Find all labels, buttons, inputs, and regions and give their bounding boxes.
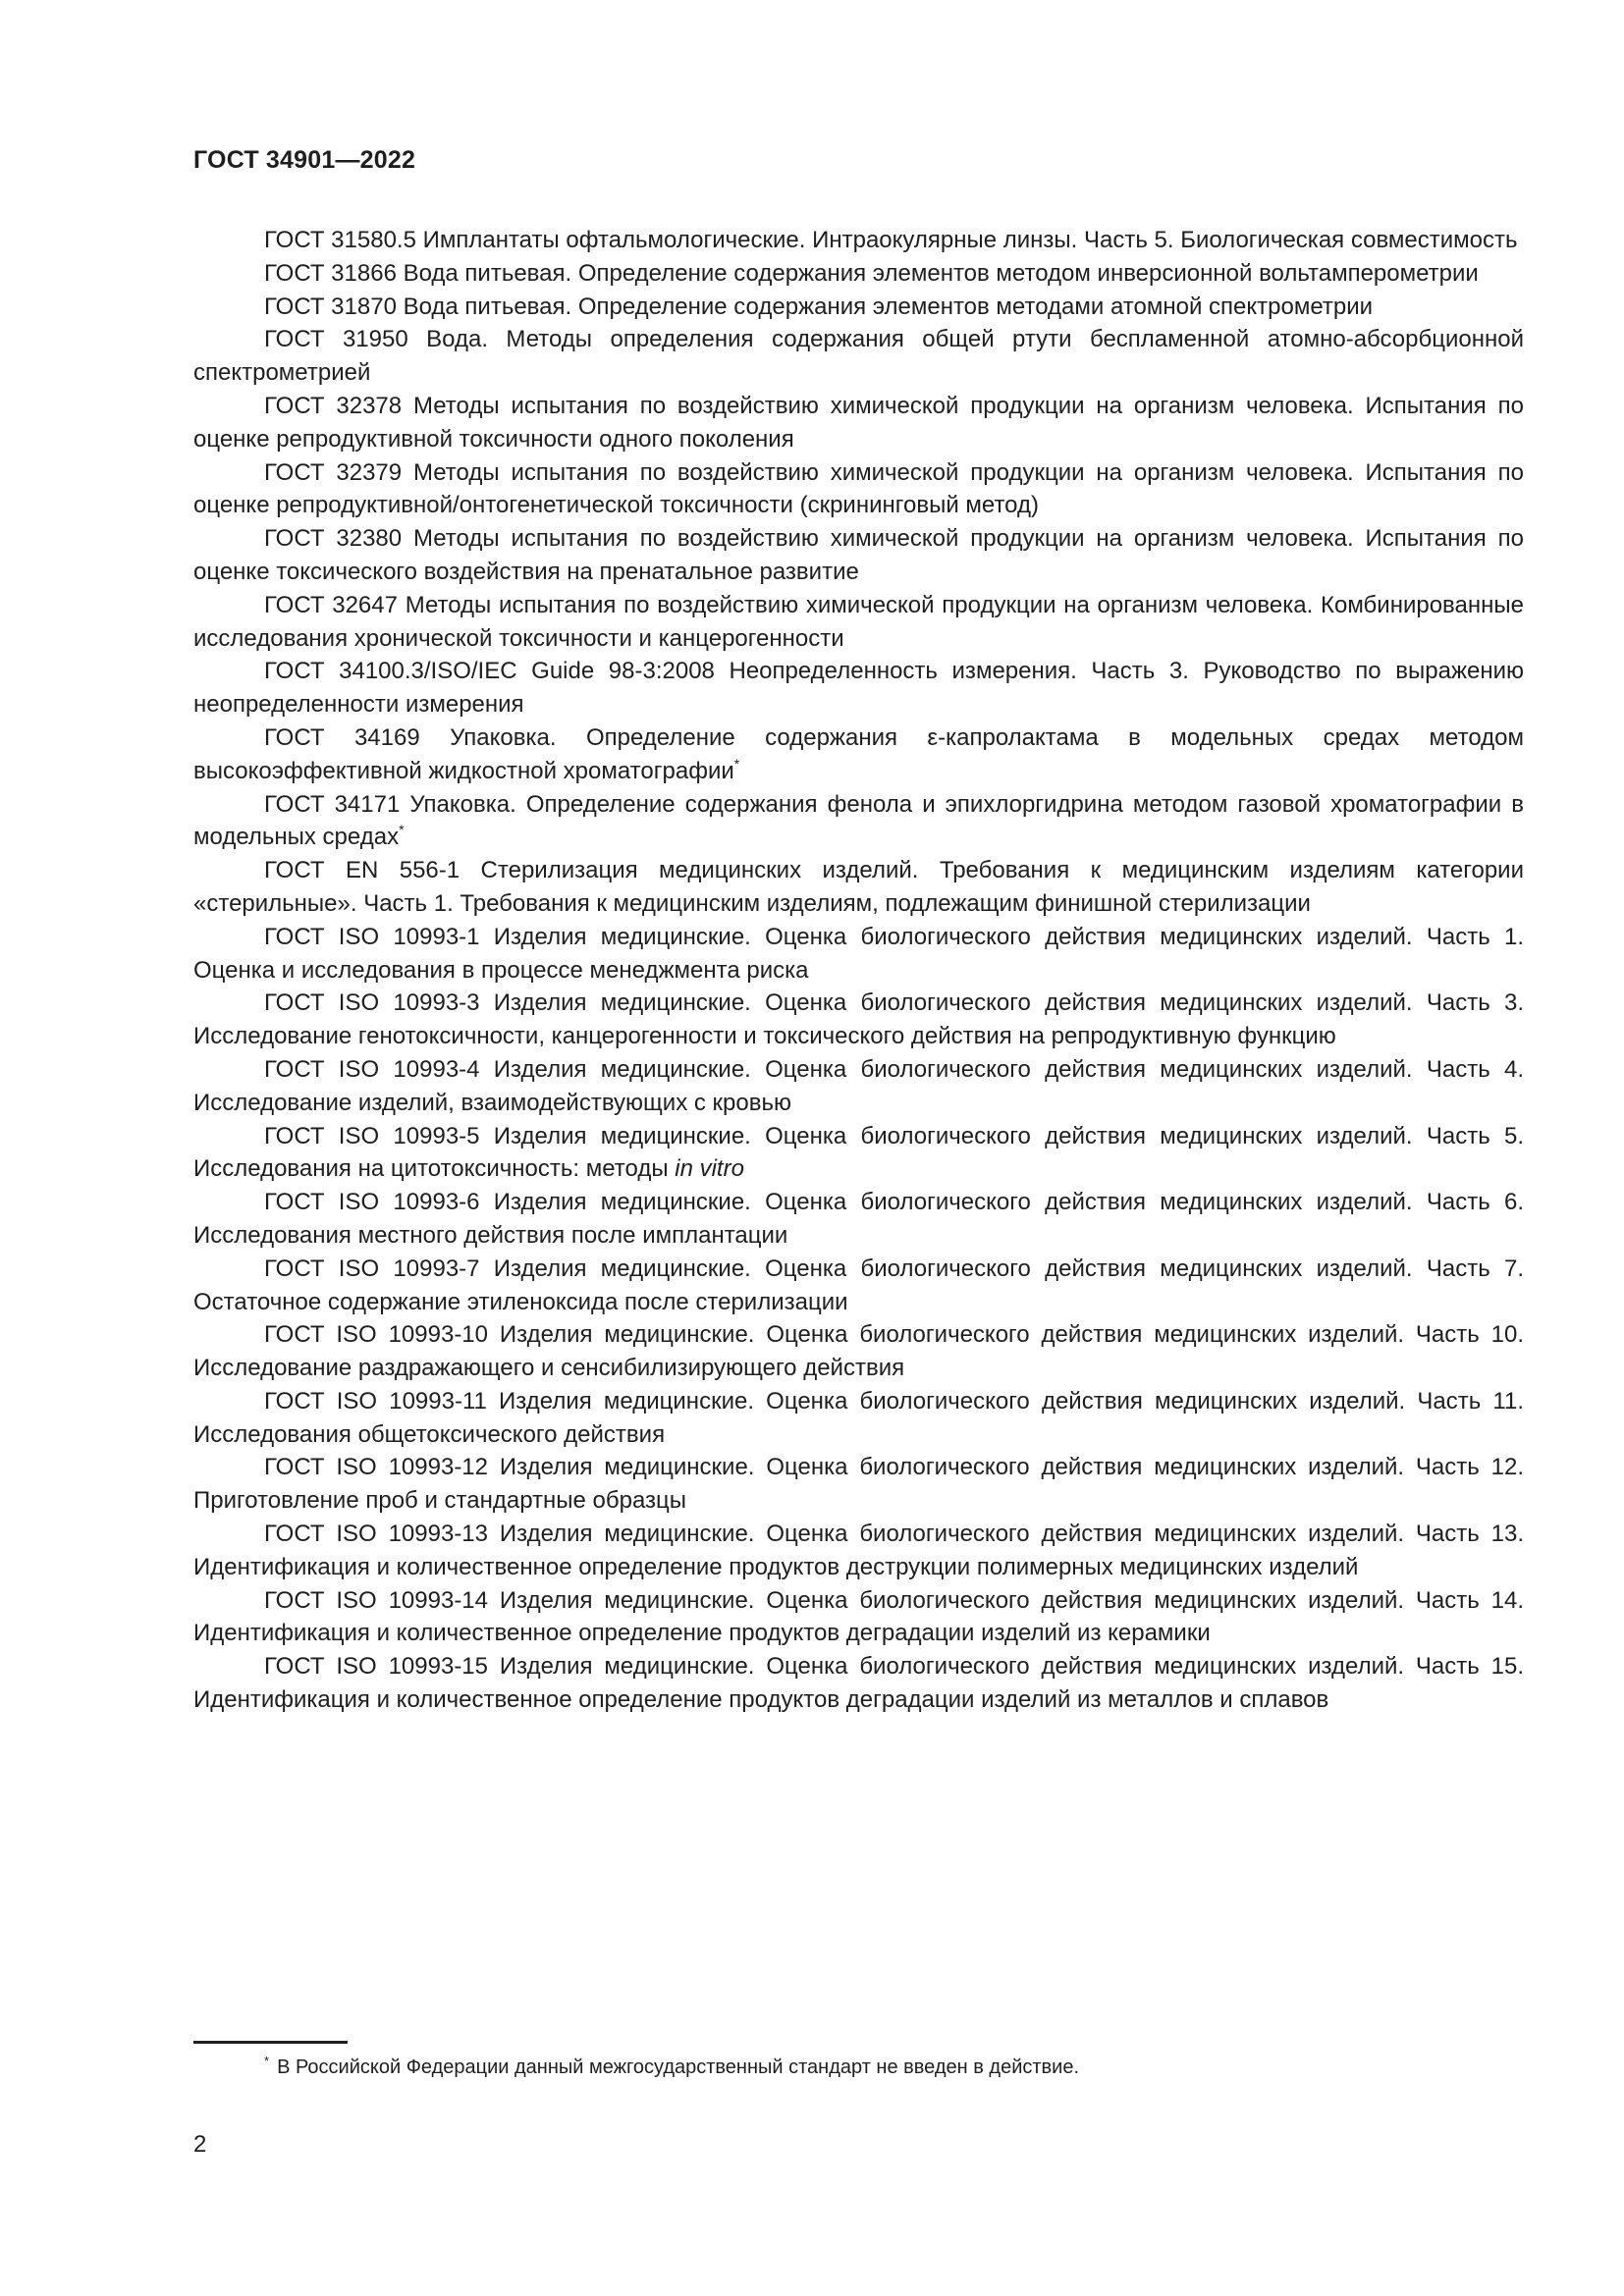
reference-item: ГОСТ ISO 10993-4 Изделия медицинские. Оценка биологического действия медицинских изделий. Часть 4. Исследование изделий, взаимодействующих с кровью	[193, 1055, 1524, 1116]
reference-item: ГОСТ 32647 Методы испытания по воздействию химической продукции на организм человека. Комбинированные исследования хронической токсичности и канцерогенности	[193, 591, 1524, 652]
reference-item: ГОСТ 31866 Вода питьевая. Определение содержания элементов методом инверсионной вольтамперометрии	[264, 259, 1479, 287]
footnote	[264, 2054, 1079, 2081]
footnote-separator	[193, 2041, 348, 2044]
reference-item: ГОСТ 31950 Вода. Методы определения содержания общей ртути беспламенной атомно-абсорбционной спектрометрией	[193, 326, 1524, 387]
reference-item: ГОСТ 34100.3/ISO/IEC Guide 98-3:2008 Неопределенность измерения. Часть 3. Руководство по выражению неопределенности измерения	[193, 658, 1524, 719]
reference-item: ГОСТ 31870 Вода питьевая. Определение содержания элементов методами атомной спектрометрии	[264, 293, 1374, 320]
reference-item: ГОСТ 34171 Упаковка. Определение содержания фенола и эпихлоргидрина методом газовой хроматографии в модельных средах*	[193, 790, 1524, 851]
reference-item: ГОСТ ISO 10993-10 Изделия медицинские. Оценка биологического действия медицинских изделий. Часть 10. Исследование раздражающего и сенсибилизирующего действия	[193, 1321, 1524, 1382]
italic-term: in vitro	[675, 1155, 744, 1183]
reference-item: ГОСТ ISO 10993-3 Изделия медицинские. Оценка биологического действия медицинских изделий. Часть 3. Исследование генотоксичности, канцерогенности и токсического действия на репродуктивную функцию	[193, 989, 1524, 1050]
reference-item: ГОСТ ISO 10993-11 Изделия медицинские. Оценка биологического действия медицинских изделий. Часть 11. Исследования общетоксического действия	[193, 1387, 1524, 1448]
footnote-mark: *	[264, 2054, 270, 2068]
reference-item: ГОСТ ISO 10993-6 Изделия медицинские. Оценка биологического действия медицинских изделий. Часть 6. Исследования местного действия после имплантации	[193, 1189, 1524, 1249]
reference-item: ГОСТ ISO 10993-1 Изделия медицинские. Оценка биологического действия медицинских изделий. Часть 1. Оценка и исследования в процессе менеджмента риска	[193, 923, 1524, 984]
reference-item: ГОСТ 32380 Методы испытания по воздействию химической продукции на организм человека. Испытания по оценке токсического воздействия на пренатальное развитие	[193, 525, 1524, 585]
reference-item: ГОСТ 32378 Методы испытания по воздействию химической продукции на организм человека. Испытания по оценке репродуктивной токсичности одного поколения	[193, 392, 1524, 453]
footnote-mark: *	[733, 755, 740, 772]
reference-item: ГОСТ ISO 10993-7 Изделия медицинские. Оценка биологического действия медицинских изделий. Часть 7. Остаточное содержание этиленоксида после стерилизации	[193, 1255, 1524, 1315]
reference-item: ГОСТ ISO 10993-12 Изделия медицинские. Оценка биологического действия медицинских изделий. Часть 12. Приготовление проб и стандартные образцы	[193, 1454, 1524, 1515]
footnote-mark: *	[399, 822, 405, 838]
footnote-text: В Российской Федерации данный межгосударственный стандарт не введен в действие.	[277, 2056, 1080, 2078]
reference-item: ГОСТ EN 556-1 Стерилизация медицинских изделий. Требования к медицинским изделиям категории «стерильные». Часть 1. Требования к медицинским изделиям, подлежащим финишной стерилизации	[193, 857, 1524, 917]
normative-references-list	[193, 224, 1524, 1717]
reference-item: ГОСТ 34169 Упаковка. Определение содержания ε-капролактама в модельных средах методом высокоэффективной жидкостной хроматографии*	[193, 723, 1524, 784]
reference-item: ГОСТ 32379 Методы испытания по воздействию химической продукции на организм человека. Испытания по оценке репродуктивной/онтогенетической токсичности (скрининговый метод)	[193, 458, 1524, 519]
reference-item: ГОСТ 31580.5 Имплантаты офтальмологические. Интраокулярные линзы. Часть 5. Биологическая совместимость	[264, 227, 1518, 253]
page-number: 2	[193, 2131, 207, 2158]
reference-item: ГОСТ ISO 10993-14 Изделия медицинские. Оценка биологического действия медицинских изделий. Часть 14. Идентификация и количественное определение продуктов деградации изделий из керамики	[193, 1586, 1524, 1647]
reference-item: ГОСТ ISO 10993-15 Изделия медицинские. Оценка биологического действия медицинских изделий. Часть 15. Идентификация и количественное определение продуктов деградации изделий из металлов и сплавов	[193, 1653, 1524, 1714]
reference-item: ГОСТ ISO 10993-5 Изделия медицинские. Оценка биологического действия медицинских изделий. Часть 5. Исследования на цитотоксичность: методы in vitro	[193, 1122, 1524, 1183]
document-header: ГОСТ 34901—2022	[193, 146, 416, 174]
reference-item: ГОСТ ISO 10993-13 Изделия медицинские. Оценка биологического действия медицинских изделий. Часть 13. Идентификация и количественное определение продуктов деструкции полимерных медицинских изделий	[193, 1521, 1524, 1580]
